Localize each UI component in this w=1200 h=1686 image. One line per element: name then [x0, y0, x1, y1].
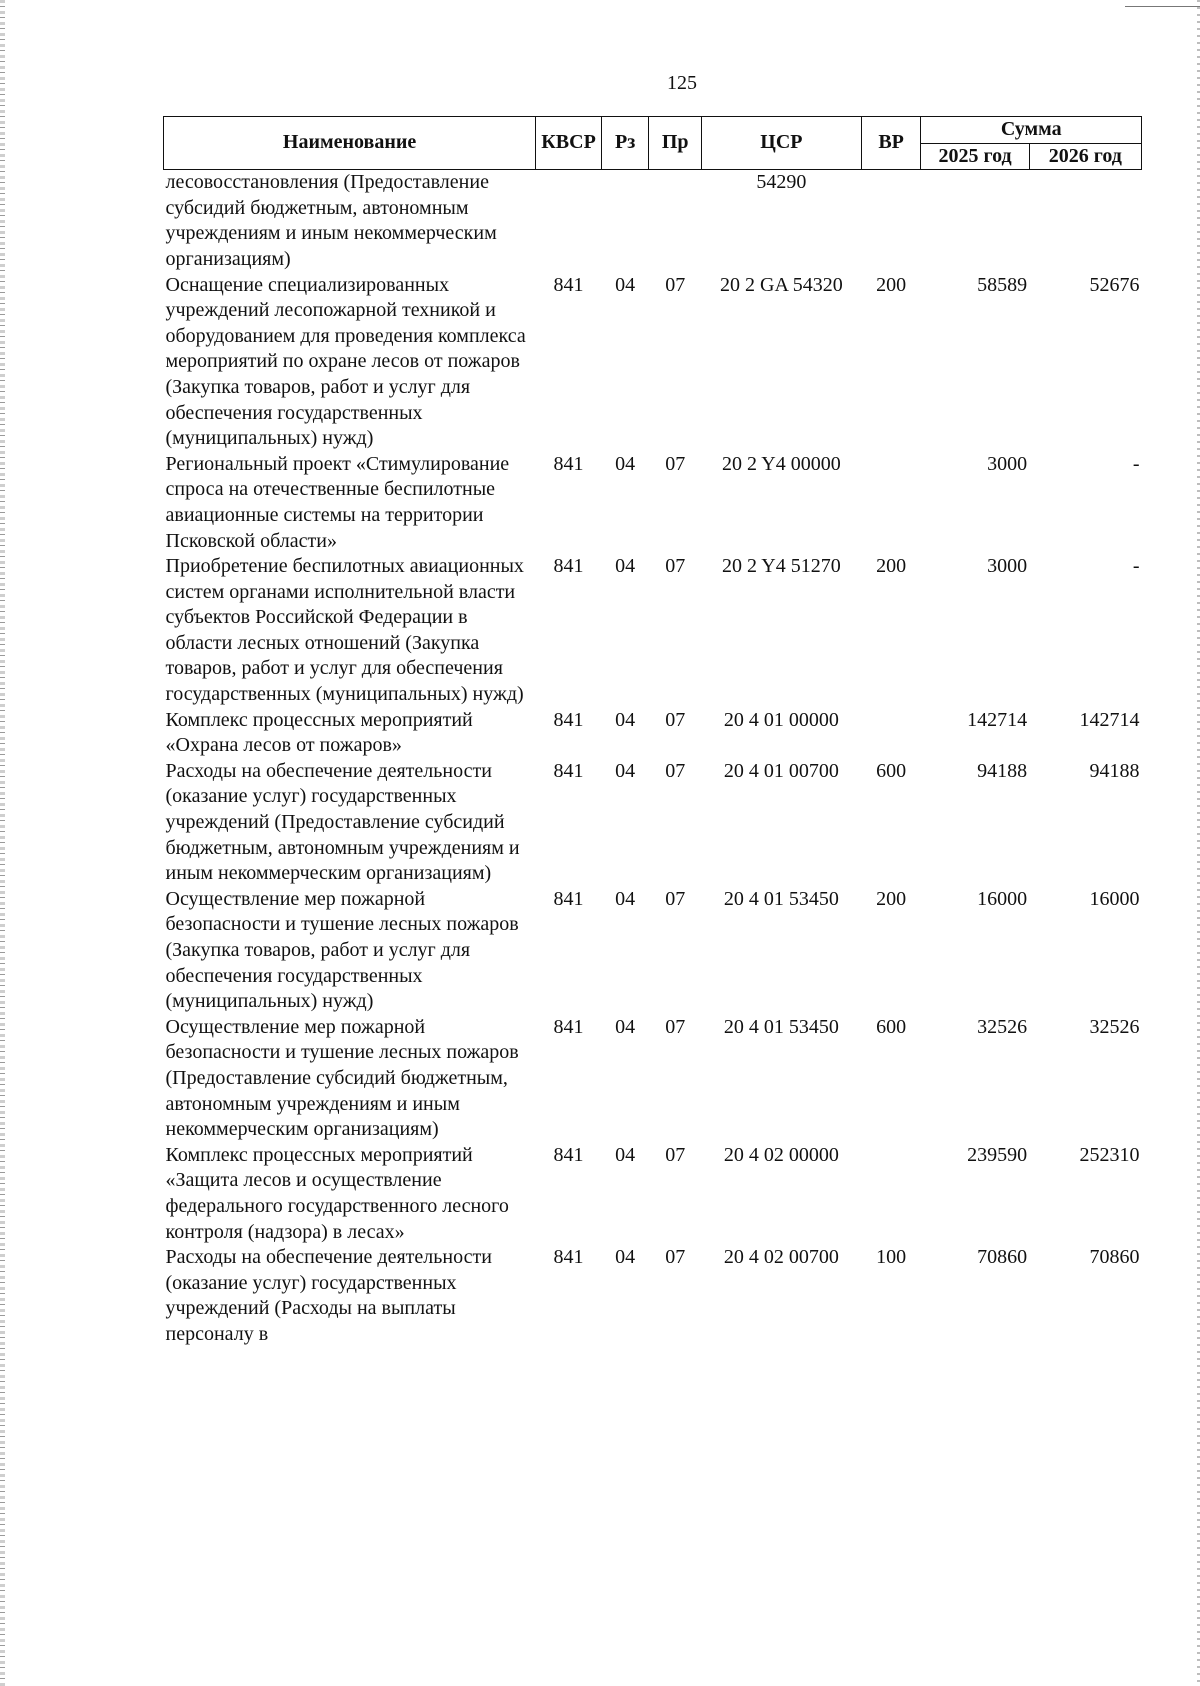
cell-sum-2026: 70860 [1089, 1246, 1140, 1269]
cell-sum-2025: 58589 [977, 273, 1028, 296]
cell-csr: 20 4 01 00700 [723, 759, 839, 782]
header-year-2026: 2026 год [1029, 143, 1141, 170]
cell-sum-2025: 142714 [967, 708, 1028, 731]
table-row [164, 1245, 1142, 1347]
header-vr: ВР [861, 117, 921, 170]
cell-sum-2025: 16000 [977, 887, 1028, 910]
cell-kvsr: 841 [553, 1015, 584, 1038]
cell-kvsr: 841 [553, 1143, 584, 1166]
cell-sum-2026: - [1132, 555, 1140, 578]
cell-vr [861, 1143, 921, 1245]
cell-vr [861, 452, 921, 554]
cell-name: Расходы на обеспечение деятельности (оказание услуг) государственных учреждений (Предоставление субсидий бюджетным, автономным учреждениям и иным некоммерческим организациям) [165, 759, 520, 885]
cell-name: Осуществление мер пожарной безопасности и тушение лесных пожаров (Предоставление субсидий бюджетным, автономным учреждениям и иным некоммерческим организациям) [165, 1015, 519, 1141]
cell-kvsr: 841 [553, 273, 584, 296]
cell-name: Осуществление мер пожарной безопасности и тушение лесных пожаров (Закупка товаров, работ и услуг для обеспечения государственных (муниципальных) нужд) [165, 887, 519, 1013]
cell-rz: 04 [615, 759, 636, 782]
cell-vr [861, 170, 921, 273]
cell-pr: 07 [665, 273, 686, 296]
cell-sum-2025: 239590 [967, 1143, 1028, 1166]
cell-name: Расходы на обеспечение деятельности (оказание услуг) государственных учреждений (Расходы на выплаты персоналу в [165, 1246, 492, 1345]
table-body [164, 170, 1142, 1348]
scan-edge-left [0, 0, 5, 1686]
cell-sum-2026: 142714 [1079, 708, 1140, 731]
cell-csr: 20 4 01 53450 [723, 1015, 839, 1038]
cell-pr: 07 [665, 708, 686, 731]
cell-sum-2025 [921, 170, 1029, 273]
cell-rz: 04 [615, 887, 636, 910]
cell-rz: 04 [615, 708, 636, 731]
header-year-2025: 2025 год [921, 143, 1029, 170]
cell-vr: 600 [876, 1015, 907, 1038]
cell-sum-2025: 32526 [977, 1015, 1028, 1038]
page-number: 125 [667, 72, 697, 94]
cell-csr: 20 2 GA 54320 [720, 273, 843, 296]
cell-name: Комплекс процессных мероприятий «Защита лесов и осуществление федерального государственного лесного контроля (надзора) в лесах» [165, 1143, 509, 1243]
cell-pr: 07 [665, 887, 686, 910]
cell-pr: 07 [665, 555, 686, 578]
cell-vr: 600 [876, 759, 907, 782]
cell-pr: 07 [665, 1246, 686, 1269]
cell-csr: 20 4 02 00000 [723, 1143, 839, 1166]
table-row [164, 273, 1142, 452]
cell-kvsr: 841 [553, 759, 584, 782]
cell-vr: 200 [876, 887, 907, 910]
table-row [164, 708, 1142, 759]
cell-name: Приобретение беспилотных авиационных систем органами исполнительной власти субъектов Российской Федерации в области лесных отношений (Закупка товаров, работ и услуг для обеспечения государственных (муниципальных) нужд) [165, 555, 524, 706]
cell-sum-2026: - [1132, 452, 1140, 475]
cell-rz: 04 [615, 452, 636, 475]
table-row [164, 554, 1142, 708]
cell-sum-2026: 52676 [1089, 273, 1140, 296]
cell-sum-2026: 252310 [1079, 1143, 1140, 1166]
header-pr: Пр [649, 117, 702, 170]
cell-sum-2025: 70860 [977, 1246, 1028, 1269]
cell-vr: 200 [876, 555, 907, 578]
cell-pr [649, 170, 702, 273]
cell-kvsr [536, 170, 602, 273]
cell-rz: 04 [615, 555, 636, 578]
cell-kvsr: 841 [553, 887, 584, 910]
budget-table [163, 116, 1142, 1348]
header-name: Наименование [164, 117, 536, 170]
table-row [164, 1143, 1142, 1245]
cell-name: лесовосстановления (Предоставление субсидий бюджетным, автономным учреждениям и иным некоммерческим организациям) [165, 171, 497, 270]
cell-kvsr: 841 [553, 708, 584, 731]
cell-rz: 04 [615, 1015, 636, 1038]
cell-pr: 07 [665, 452, 686, 475]
cell-pr: 07 [665, 1015, 686, 1038]
cell-name: Региональный проект «Стимулирование спроса на отечественные беспилотные авиационные системы на территории Псковской области» [165, 452, 510, 552]
cell-csr: 20 4 01 00000 [723, 708, 839, 731]
cell-kvsr: 841 [553, 1246, 584, 1269]
header-rz: Рз [601, 117, 649, 170]
header-kvsr: КВСР [536, 117, 602, 170]
cell-rz [601, 170, 649, 273]
cell-csr: 20 2 Y4 00000 [722, 452, 841, 475]
table-row [164, 170, 1142, 273]
cell-csr: 54290 [756, 171, 807, 194]
cell-csr: 20 4 02 00700 [723, 1246, 839, 1269]
cell-sum-2025: 94188 [977, 759, 1028, 782]
header-sum: Сумма [921, 117, 1142, 144]
cell-kvsr: 841 [553, 555, 584, 578]
cell-sum-2025: 3000 [987, 452, 1028, 475]
cell-vr: 200 [876, 273, 907, 296]
cell-csr: 20 2 Y4 51270 [722, 555, 841, 578]
cell-vr: 100 [876, 1246, 907, 1269]
cell-sum-2026: 16000 [1089, 887, 1140, 910]
cell-sum-2026: 32526 [1089, 1015, 1140, 1038]
cell-rz: 04 [615, 273, 636, 296]
cell-kvsr: 841 [553, 452, 584, 475]
cell-csr: 20 4 01 53450 [723, 887, 839, 910]
table-row [164, 1015, 1142, 1143]
cell-sum-2026 [1029, 170, 1141, 273]
header-csr: ЦСР [702, 117, 862, 170]
scan-corner-mark [1125, 6, 1200, 7]
cell-rz: 04 [615, 1246, 636, 1269]
cell-sum-2026: 94188 [1089, 759, 1140, 782]
cell-vr [861, 708, 921, 759]
table-row [164, 452, 1142, 554]
table-row [164, 887, 1142, 1015]
cell-rz: 04 [615, 1143, 636, 1166]
cell-pr: 07 [665, 759, 686, 782]
cell-sum-2025: 3000 [987, 555, 1028, 578]
cell-pr: 07 [665, 1143, 686, 1166]
table-row [164, 759, 1142, 887]
cell-name: Оснащение специализированных учреждений лесопожарной техникой и оборудованием для проведения комплекса мероприятий по охране лесов от пожаров (Закупка товаров, работ и услуг для обеспечения государственных (муниципальных) нужд) [165, 273, 526, 450]
cell-name: Комплекс процессных мероприятий «Охрана лесов от пожаров» [165, 708, 473, 757]
